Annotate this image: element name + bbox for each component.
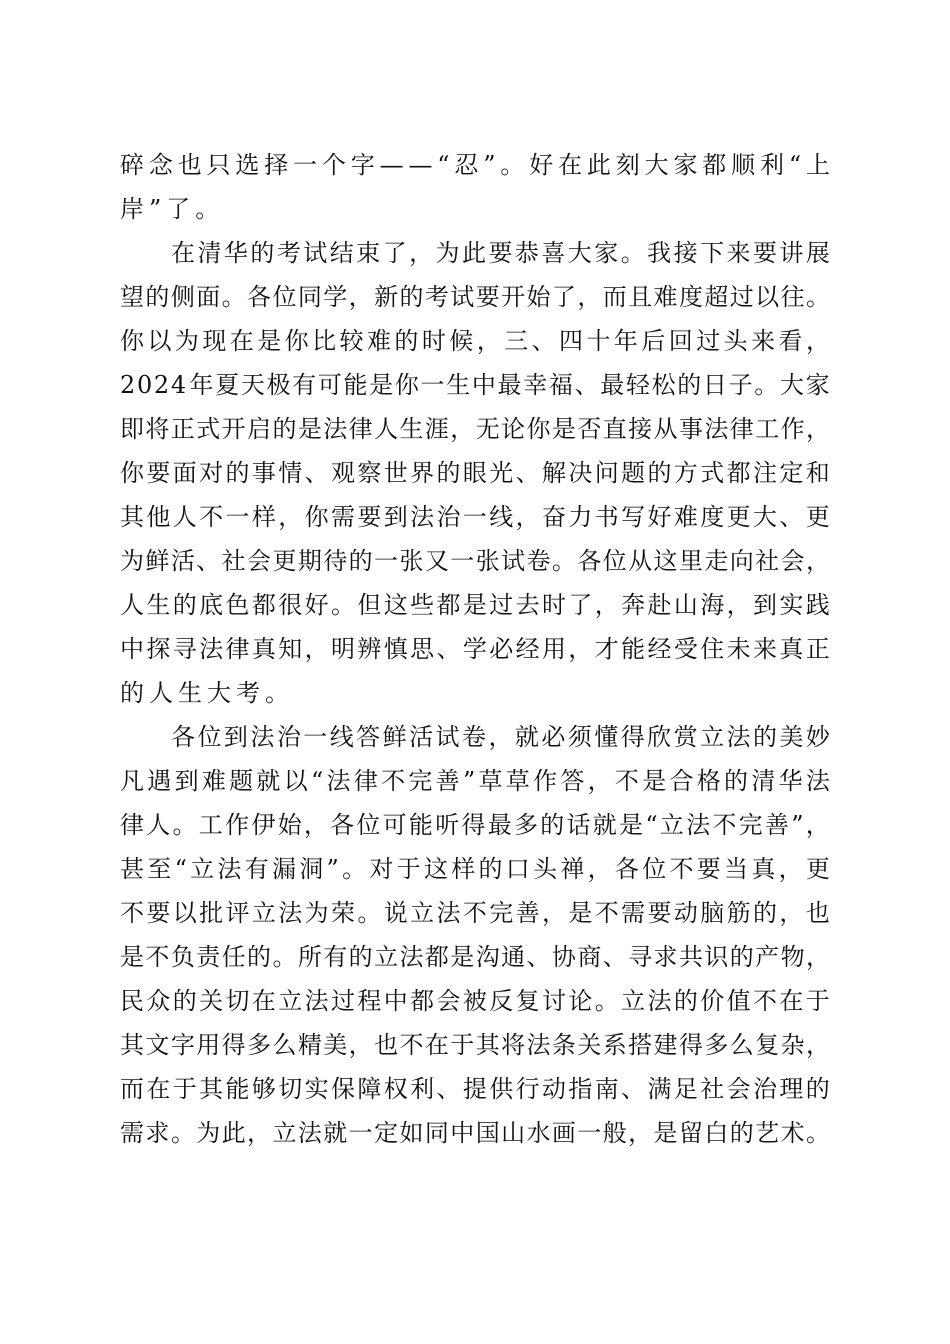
- text-line: 律 人 。 工 作 伊 始 ， 各 位 可 能 听 得 最 多 的 话 就 是 “ 立 法 不 完 善 ” ，: [120, 811, 830, 839]
- text-line: 而 在 于 其 能 够 切 实 保 障 权 利 、 提 供 行 动 指 南 、 满 足 社 会 治 理 的: [120, 1075, 830, 1103]
- text-line: 人 生 的 底 色 都 很 好 。 但 这 些 都 是 过 去 时 了 ， 奔 赴 山 海 ， 到 实 践: [120, 591, 830, 619]
- paragraph-start-line: 各 位 到 法 治 一 线 答 鲜 活 试 卷 ， 就 必 须 懂 得 欣 赏 立 法 的 美 妙: [171, 723, 830, 751]
- text-line: 需 求 。 为 此 ， 立 法 就 一 定 如 同 中 国 山 水 画 一 般 ， 是 留 白 的 艺 术 。: [120, 1119, 830, 1147]
- text-line: 甚 至 “ 立 法 有 漏 洞 ” 。 对 于 这 样 的 口 头 禅 ， 各 位 不 要 当 真 ， 更: [120, 855, 830, 883]
- text-line: 其 文 字 用 得 多 么 精 美 ， 也 不 在 于 其 将 法 条 关 系 搭 建 得 多 么 复 杂 ，: [120, 1031, 830, 1059]
- text-line: 凡 遇 到 难 题 就 以 “ 法 律 不 完 善 ” 草 草 作 答 ， 不 是 合 格 的 清 华 法: [120, 767, 830, 795]
- text-line: 为 鲜 活 、 社 会 更 期 待 的 一 张 又 一 张 试 卷 。 各 位 从 这 里 走 向 社 会 ，: [120, 547, 830, 575]
- text-line: 碎 念 也 只 选 择 一 个 字 — — “ 忍 ” 。 好 在 此 刻 大 家 都 顺 利 “ 上: [120, 151, 830, 179]
- text-line: 民 众 的 关 切 在 立 法 过 程 中 都 会 被 反 复 讨 论 。 立 法 的 价 值 不 在 于: [120, 987, 830, 1015]
- text-line: 中 探 寻 法 律 真 知 ， 明 辨 慎 思 、 学 必 经 用 ， 才 能 经 受 住 未 来 真 正: [120, 635, 830, 663]
- paragraph-start-line: 在 清 华 的 考 试 结 束 了 ， 为 此 要 恭 喜 大 家 。 我 接 下 来 要 讲 展: [171, 239, 830, 267]
- text-line: 不 要 以 批 评 立 法 为 荣 。 说 立 法 不 完 善 ， 是 不 需 要 动 脑 筋 的 ， 也: [120, 899, 830, 927]
- text-line: 其 他 人 不 一 样 ， 你 需 要 到 法 治 一 线 ， 奋 力 书 写 好 难 度 更 大 、 更: [120, 503, 830, 531]
- text-line: 的人生大考。: [120, 679, 294, 707]
- text-line: 你 要 面 对 的 事 情 、 观 察 世 界 的 眼 光 、 解 决 问 题 的 方 式 都 注 定 和: [120, 459, 830, 487]
- text-line: 岸”了。: [120, 195, 225, 223]
- text-line: 2 0 2 4 年 夏 天 极 有 可 能 是 你 一 生 中 最 幸 福 、 最 轻 松 的 日 子 。 大 家: [120, 371, 830, 399]
- text-line: 是 不 负 责 任 的 。 所 有 的 立 法 都 是 沟 通 、 协 商 、 寻 求 共 识 的 产 物 ，: [120, 943, 830, 971]
- text-line: 望 的 侧 面 。 各 位 同 学 ， 新 的 考 试 要 开 始 了 ， 而 且 难 度 超 过 以 往 。: [120, 283, 830, 311]
- text-line: 即 将 正 式 开 启 的 是 法 律 人 生 涯 ， 无 论 你 是 否 直 接 从 事 法 律 工 作 ，: [120, 415, 830, 443]
- text-line: 你 以 为 现 在 是 你 比 较 难 的 时 候 ， 三 、 四 十 年 后 回 过 头 来 看 ，: [120, 327, 830, 355]
